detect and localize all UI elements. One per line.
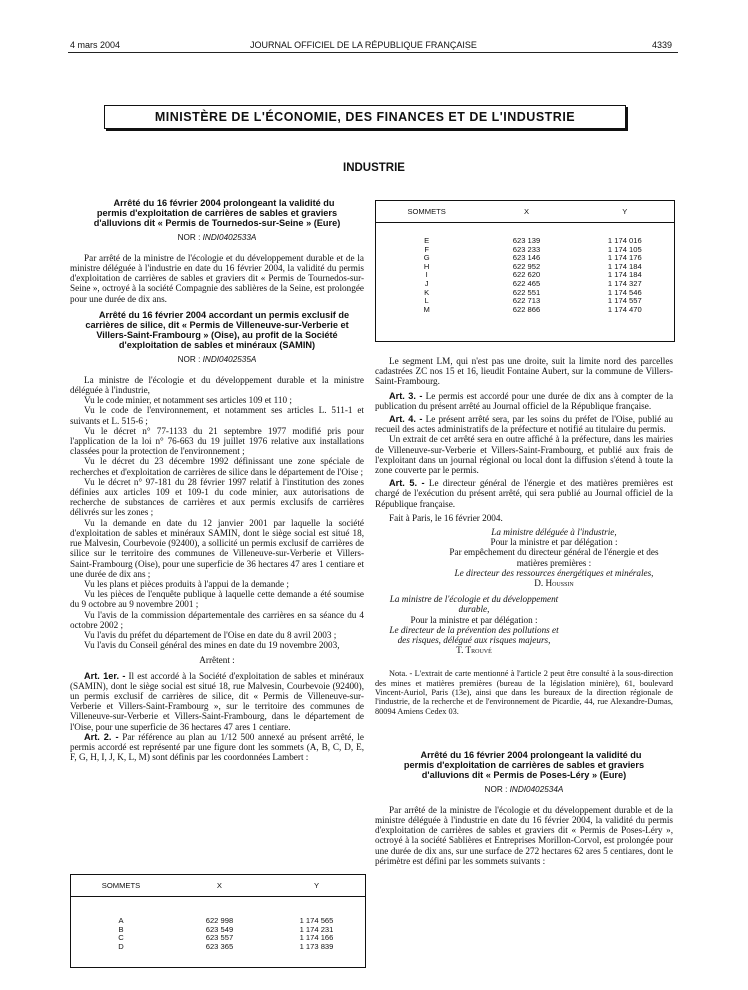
col-header: Y bbox=[268, 875, 365, 897]
table-row: M 622 866 1 174 470 bbox=[423, 304, 642, 314]
arrete1-body: Par arrêté de la ministre de l'écologie et du développement durable et de la ministre déléguée à l'industrie en date du 16 février 2004, la validité du permis d'exploitation de carrières de sables et graviers dit « Permis de Tournedos-sur-Seine », octroyé à la société Compagnie des sablières de la Seine, est prolongée pour une durée de dix ans. bbox=[70, 252, 364, 304]
visa: Vu les plans et pièces produits à l'appui de la demande ; bbox=[84, 578, 289, 589]
visa: Vu le décret du 23 décembre 1992 définissant une zone spéciale de recherches et d'exploitation de carrières de silice dans le département de l'Oise ; bbox=[70, 456, 364, 477]
journal-title: JOURNAL OFFICIEL DE LA RÉPUBLIQUE FRANÇAISE bbox=[250, 40, 477, 50]
table-row: K 622 551 1 174 546 bbox=[424, 287, 642, 297]
article-4: Art. 4. - Le présent arrêté sera, par les soins du préfet de l'Oise, publié au recueil des actes administratifs de la préfecture et notifié au titulaire du permis. bbox=[375, 414, 673, 435]
visa: Vu le décret n° 77-1133 du 21 septembre 1977 modifié pris pour l'application de la loi n° 76-663 du 19 juillet 1976 relative aux installations classées pour la protection de l'environnement ; bbox=[70, 425, 364, 457]
segment-text: Le segment LM, qui n'est pas une droite, suit la limite nord des parcelles cadastrées ZC nos 15 et 16, lieudit Fontaine Aubert, sur la commune de Villers-Saint-Frambourg. bbox=[375, 356, 673, 387]
article-2: Art. 2. - Par référence au plan au 1/12 500 annexé au présent arrêté, le permis accordé est représenté par une figure dont les sommets (A, B, C, D, E, F, G, H, I, J, K, L, M) sont définis par les coordonnées Lambert : bbox=[70, 731, 365, 763]
header-rule bbox=[68, 52, 678, 53]
visa: Vu le décret n° 97-181 du 28 février 1997 relatif à l'institution des zones définies aux articles 109 et 109-1 du code minier, aux autorisations de recherche de substances de carrières et aux permis exclusifs de carrières délivrés sur les zones ; bbox=[70, 476, 364, 518]
coordinates-table-2 bbox=[375, 200, 675, 342]
col-header: SOMMETS bbox=[376, 201, 477, 223]
visa: Vu l'avis du préfet du département de l'Oise en date du 8 avril 2003 ; bbox=[84, 629, 337, 640]
page-number: 4339 bbox=[652, 40, 673, 50]
table-row: I 622 620 1 174 184 bbox=[425, 270, 642, 280]
done-at: Fait à Paris, le 16 février 2004. bbox=[389, 512, 503, 523]
table-row: C 623 557 1 174 166 bbox=[118, 933, 334, 943]
arrete2-nor: NOR : INDI0402535A bbox=[177, 354, 257, 364]
table-row: G 623 146 1 174 176 bbox=[423, 253, 642, 263]
arrete3-nor: NOR : INDI0402534A bbox=[484, 784, 564, 794]
article-5: Art. 5. - Le directeur général de l'énergie et des matières premières est chargé de l'exécution du présent arrêté, qui sera publié au Journal officiel de la République française. bbox=[375, 478, 674, 509]
arretent: Arrêtent : bbox=[199, 655, 235, 666]
visa: Vu le code minier, et notamment ses articles 109 et 110 ; bbox=[84, 395, 292, 406]
table-row: D 623 365 1 173 839 bbox=[118, 941, 334, 951]
table-row: J 622 465 1 174 327 bbox=[424, 278, 642, 288]
signature-block-2: La ministre de l'écologie et du développement durable, Pour la ministre et par délégation : Le directeur de la prévention des pollutions et des risques, délégué aux risques majeurs, T. Trouvé bbox=[389, 594, 559, 656]
table-row: H 622 952 1 174 184 bbox=[423, 261, 642, 271]
right-column bbox=[375, 356, 673, 866]
table-row: E 623 139 1 174 016 bbox=[424, 236, 642, 245]
col-header: X bbox=[171, 875, 268, 897]
visa: Vu l'avis de la commission départementale des carrières en sa séance du 4 octobre 2002 ; bbox=[70, 609, 364, 630]
article-3: Art. 3. - Le permis est accordé pour une durée de dix ans à compter de la publication du présent arrêté au Journal officiel de la République française. bbox=[375, 390, 674, 411]
visa: Vu les pièces de l'enquête publique à laquelle cette demande a été soumise du 9 octobre au 9 novembre 2001 ; bbox=[70, 589, 364, 610]
table-row: F 623 233 1 174 105 bbox=[424, 244, 642, 254]
arrete1-nor: NOR : INDI0402533A bbox=[177, 232, 257, 242]
table-row: B 623 549 1 174 231 bbox=[118, 924, 334, 934]
table-row: L 622 713 1 174 557 bbox=[424, 296, 642, 306]
table-row: A 622 998 1 174 565 bbox=[118, 916, 334, 925]
article-1: Art. 1er. - Il est accordé à la Société d'exploitation de sables et minéraux (SAMIN), dont le siège social est situé 18, rue Malvesin, Courbevoie (92400), un permis exclusif de carrières de silice, dit « Permis de Villeneuve-sur-Verberie et Villers-Saint-Frambourg », sur le territoire des communes de Villeneuve-sur-Verberie et Villers-Saint-Frambourg, dans le département de l'Oise, pour une superficie de 36 hectares 47 ares 1 centiare. bbox=[70, 670, 365, 732]
visa: Vu l'avis du Conseil général des mines en date du 19 novembre 2003, bbox=[84, 640, 340, 651]
article-4-extract: Un extrait de cet arrêté sera en outre affiché à la préfecture, dans les mairies de Villeneuve-sur-Verberie et Villers-Saint-Frambourg, et publié aux frais de l'exploitant dans un journal régional ou local dont la diffusion s'étend à toute la zone couverte par le permis. bbox=[375, 434, 673, 476]
col-header: X bbox=[477, 201, 575, 223]
col-header: SOMMETS bbox=[71, 875, 171, 897]
arrete3-title: Arrêté du 16 février 2004 prolongeant la validité du permis d'exploitation de carrières de sables et graviers d'alluvions dit « Permis de Poses-Léry » (Eure) bbox=[403, 749, 645, 781]
section-title: INDUSTRIE bbox=[343, 162, 405, 174]
arrete3-body: Par arrêté de la ministre de l'écologie et du développement durable et de la ministre déléguée à l'industrie en date du 16 février 2004, la validité du permis d'exploitation de carrières de sables et graviers dit « Permis de Poses-Léry », octroyé à la société Sablières et Entreprises Morillon-Corvol, est prolongée pour une durée de dix ans, sur une surface de 272 hectares 62 ares 5 centiares, dont le périmètre est défini par les sommets suivants : bbox=[375, 804, 673, 866]
visa: Vu la demande en date du 12 janvier 2001 par laquelle la société d'exploitation de sables et minéraux SAMIN, dont le siège social est situé 18, rue Malvesin, Courbevoie (92400), a sollicité un permis exclusif de carrières de silice sur le territoire des communes de Villeneuve-sur-Verberie et Villers-Saint-Frambourg (Oise), pour une superficie de 36 hectares 47 ares 1 centiare et une durée de dix ans ; bbox=[70, 517, 364, 579]
col-header: Y bbox=[576, 201, 674, 223]
nota: Nota. - L'extrait de carte mentionné à l'article 2 peut être consulté à la sous-direction des mines et matières premières (bureau de la législation minière), 61, boulevard Vincent-Auriol, Paris (13e), ainsi que dans les bureaux de la direction régionale de l'industrie, de la recherche et de l'environnement de Picardie, 44, rue Alexandre-Dumas, 80094 Amiens Cedex 03. bbox=[375, 669, 673, 716]
arrete2-title: Arrêté du 16 février 2004 accordant un permis exclusif de carrières de silice, dit « Permis de Villeneuve-sur-Verberie et Villers-Saint-Frambourg » (Oise), au profit de la Société d'exploitation de sables et minéraux (SAMIN) bbox=[85, 309, 350, 351]
header-date: 4 mars 2004 bbox=[70, 40, 121, 50]
arrete2-intro: La ministre de l'écologie et du développement durable et la ministre déléguée à l'industrie, bbox=[70, 374, 364, 396]
left-column bbox=[70, 198, 364, 762]
arrete1-title: Arrêté du 16 février 2004 prolongeant la validité du permis d'exploitation de carrières de sables et graviers d'alluvions dit « Permis de Tournedos-sur-Seine » (Eure) bbox=[93, 198, 341, 229]
visa: Vu le code de l'environnement, et notamment ses articles L. 511-1 et suivants et L. 515-6 ; bbox=[70, 405, 364, 426]
ministry-banner: MINISTÈRE DE L'ÉCONOMIE, DES FINANCES ET DE L'INDUSTRIE bbox=[104, 105, 626, 129]
coordinates-table-1 bbox=[70, 874, 366, 968]
signature-block-1: La ministre déléguée à l'industrie, Pour la ministre et par délégation : Par empêchement du directeur général de l'énergie et des matières premières : Le directeur des ressources énergétiques et minérales, D. Houssin bbox=[449, 527, 659, 589]
